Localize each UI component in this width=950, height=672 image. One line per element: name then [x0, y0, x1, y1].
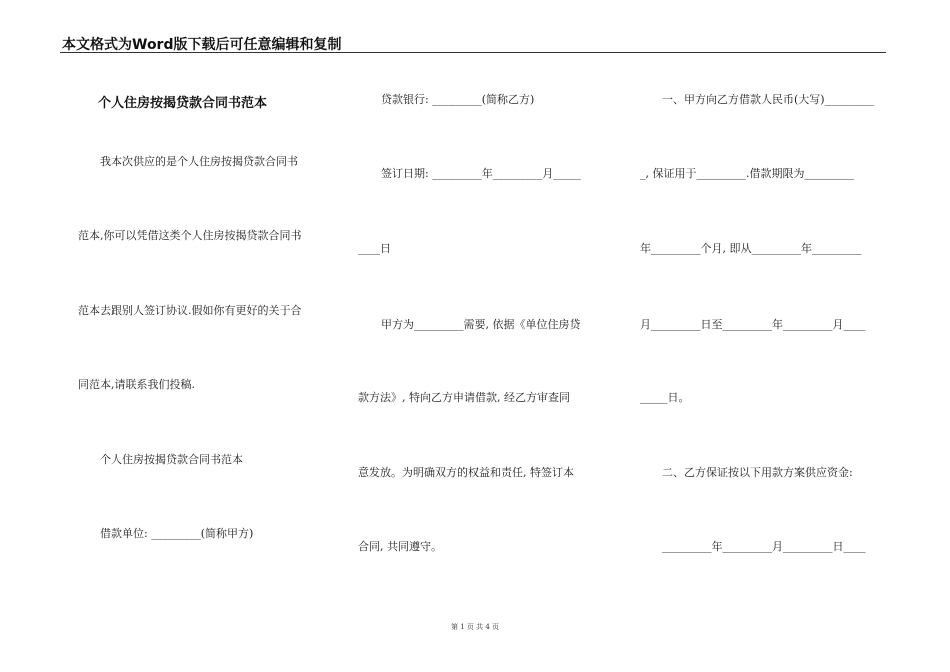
- body-line: 范本去跟别人签订协议.假如你有更好的关于合: [78, 304, 302, 317]
- body-line: 年_________个月, 即从_________年_________: [640, 242, 862, 255]
- body-line: 月_________日至_________年_________月____: [640, 318, 866, 331]
- header-rule: [60, 52, 886, 53]
- document-header: 本文格式为Word版下载后可任意编辑和复制: [62, 37, 342, 53]
- body-line: 借款单位: _________(简称甲方): [100, 527, 254, 540]
- body-line: 合同, 共同遵守。: [358, 540, 442, 553]
- body-line: 签订日期: _________年_________月_____: [381, 167, 581, 180]
- body-line: 我本次供应的是个人住房按揭贷款合同书: [100, 155, 298, 168]
- body-line: ____日: [358, 242, 391, 255]
- document-title: 个人住房按揭贷款合同书范本: [98, 96, 268, 111]
- body-line: 意发放。为明确双方的权益和责任, 特签订本: [358, 466, 574, 479]
- body-line: 款方法》, 特向乙方申请借款, 经乙方审查同: [358, 391, 570, 404]
- body-line: 同范本,请联系我们投稿.: [78, 378, 195, 391]
- body-line: 范本,你可以凭借这类个人住房按揭贷款合同书: [78, 229, 302, 242]
- body-line: 二、乙方保证按以下用款方案供应资金:: [662, 466, 853, 479]
- body-line: _____日。: [640, 391, 690, 404]
- body-line: 贷款银行: _________(简称乙方): [381, 93, 535, 106]
- body-line: 甲方为_________需要, 依据《单位住房贷: [381, 318, 581, 331]
- body-line: _, 保证用于_________.借款期限为_________: [640, 167, 854, 180]
- body-line: _________年_________月_________日____: [662, 540, 866, 553]
- page-number: 第 1 页 共 4 页: [450, 623, 500, 631]
- body-line: 个人住房按揭贷款合同书范本: [100, 453, 243, 466]
- body-line: 一、甲方向乙方借款人民币(大写)_________: [662, 93, 875, 106]
